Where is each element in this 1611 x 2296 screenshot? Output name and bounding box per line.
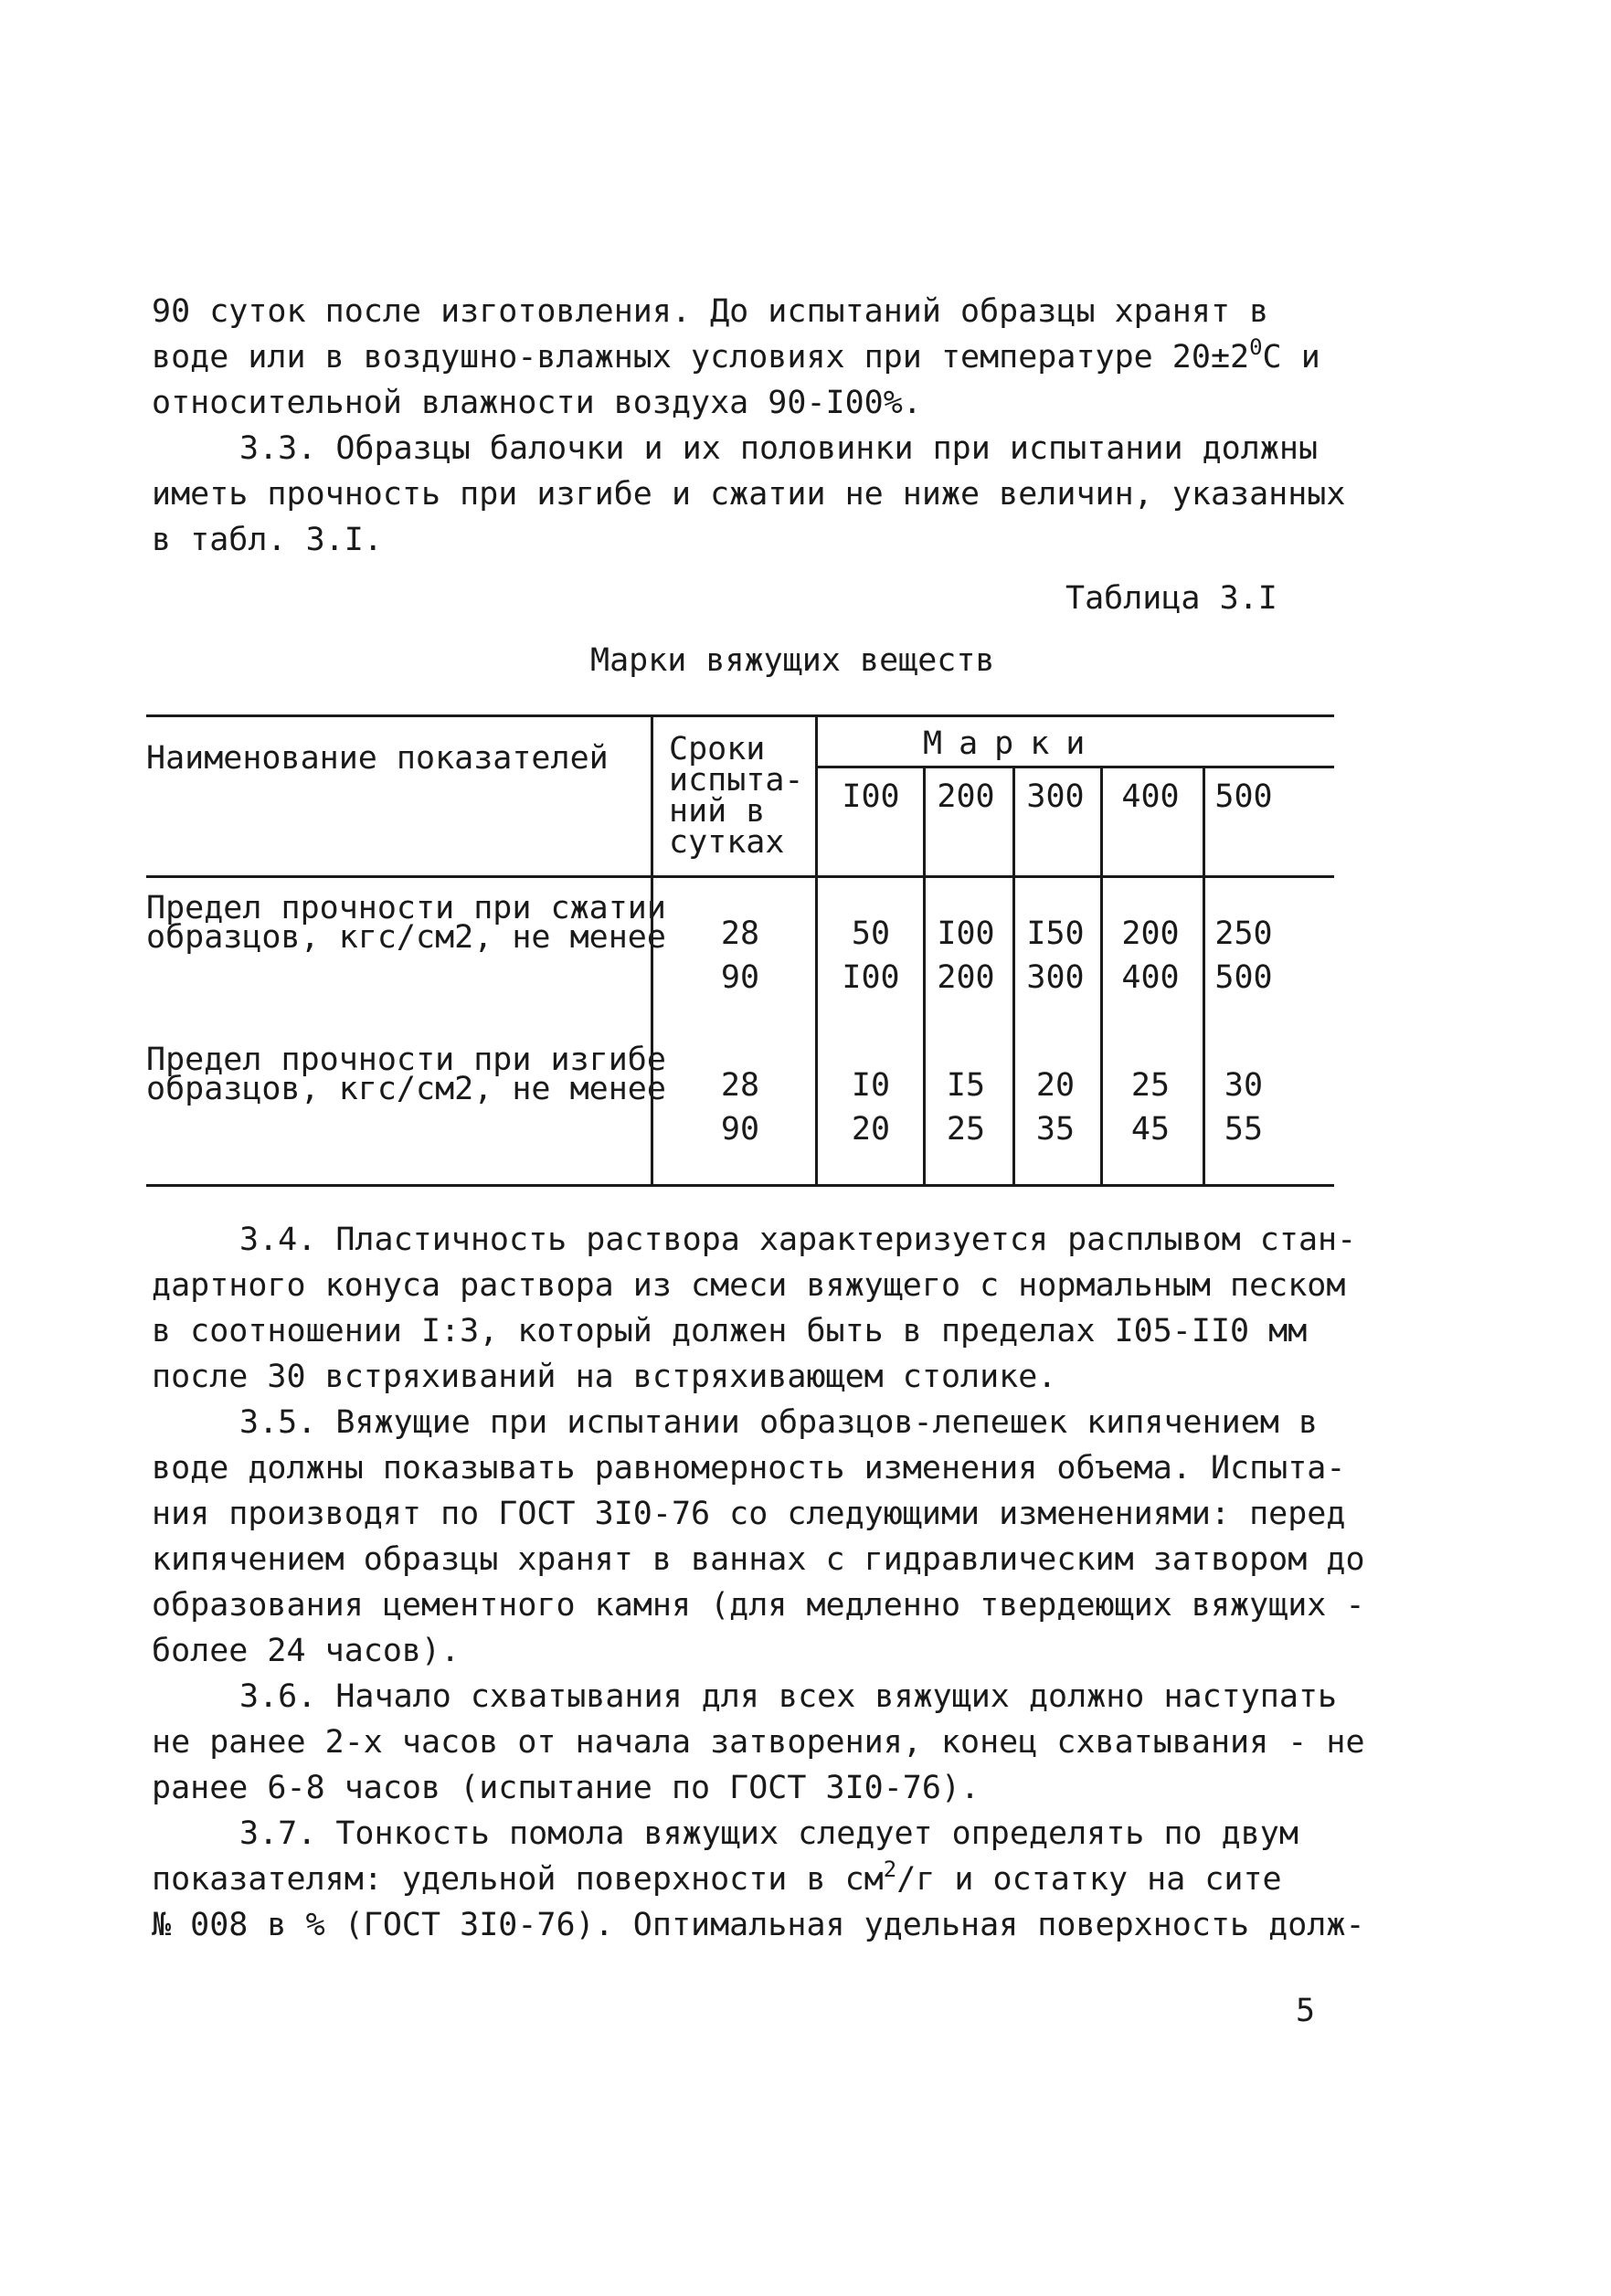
square-superscript: 2 — [883, 1857, 897, 1882]
p37-line-3: № 008 в % (ГОСТ 3I0-76). Оптимальная удельная поверхность долж- — [152, 1907, 1365, 1943]
cell: 20 — [851, 1111, 891, 1148]
col-divider-400 — [1100, 766, 1103, 1184]
p34-line-2: дартного конуса раствора из смеси вяжущего с нормальным песком — [152, 1267, 1346, 1304]
row-bending-label-1: Предел прочности при изгибе — [146, 1042, 666, 1078]
header-bottom-rule — [146, 875, 1334, 878]
cell: 35 — [1035, 1111, 1076, 1148]
p35-line-3: ния производят по ГОСТ 3I0-76 со следующими изменениями: перед — [152, 1496, 1346, 1532]
p35-line-4: кипячением образцы хранят в ваннах с гидравлическим затвором до — [152, 1541, 1365, 1578]
grade-200: 200 — [937, 778, 995, 815]
p34-line-1: 3.4. Пластичность раствора характеризуется расплывом стан- — [239, 1222, 1357, 1258]
grades-table — [146, 714, 1334, 1190]
p34-line-4: после 30 встряхиваний на встряхивающем столике. — [152, 1359, 1057, 1395]
p36-line-2: не ранее 2-х часов от начала затворения, конец схватывания - не — [152, 1724, 1365, 1761]
cell: 25 — [946, 1111, 986, 1148]
cell: 25 — [1130, 1067, 1171, 1104]
cell: 300 — [1026, 959, 1085, 996]
grade-100: I00 — [842, 778, 900, 815]
col-divider-grades — [815, 714, 818, 1184]
cell: I50 — [1026, 915, 1085, 952]
table-title: Таблица 3.I — [1065, 580, 1277, 617]
cell: I00 — [842, 959, 900, 996]
row-compression-label-2: образцов, кгс/см2, не менее — [146, 919, 666, 956]
cell: 250 — [1214, 915, 1273, 952]
header-grades: Марки — [923, 725, 1102, 762]
row-compression-term-28: 28 — [720, 915, 760, 952]
p33-line-2: иметь прочность при изгибе и сжатии не ниже величин, указанных — [152, 476, 1346, 513]
table-bottom-rule — [146, 1184, 1334, 1187]
header-terms-4: сутках — [669, 824, 785, 861]
p37-line-2 — [152, 1858, 1282, 1900]
p36-line-3: ранее 6-8 часов (испытание по ГОСТ 3I0-76). — [152, 1770, 980, 1806]
row-compression-label-1: Предел прочности при сжатии — [146, 890, 666, 926]
intro-line-3: относительной влажности воздуха 90-I00%. — [152, 385, 922, 421]
row-bending-term-90: 90 — [720, 1111, 760, 1148]
table-top-rule — [146, 714, 1334, 717]
intro-line-1: 90 суток после изготовления. До испытаний образцы хранят в — [152, 293, 1269, 330]
p35-line-1: 3.5. Вяжущие при испытании образцов-лепешек кипячением в — [239, 1404, 1319, 1441]
cell: I00 — [937, 915, 995, 952]
cell: 500 — [1214, 959, 1273, 996]
grade-500: 500 — [1214, 778, 1273, 815]
p37-line-2-tail: /г и остатку на сите — [896, 1861, 1282, 1898]
p35-line-2: воде должны показывать равномерность изменения объема. Испыта- — [152, 1450, 1346, 1487]
cell: 45 — [1130, 1111, 1171, 1148]
table-subtitle: Марки вяжущих веществ — [590, 642, 995, 679]
grade-300: 300 — [1026, 778, 1085, 815]
p35-line-6: более 24 часов). — [152, 1633, 461, 1669]
grades-header-rule — [816, 766, 1334, 768]
p35-line-5: образования цементного камня (для медленно твердеющих вяжущих - — [152, 1587, 1365, 1624]
cell: 50 — [851, 915, 891, 952]
header-terms-2: испыта- — [669, 762, 804, 799]
grade-400: 400 — [1121, 778, 1180, 815]
cell: 200 — [937, 959, 995, 996]
p37-line-2-text: показателям: удельной поверхности в см — [152, 1861, 884, 1898]
degree-superscript: 0 — [1249, 334, 1263, 360]
p33-line-1: 3.3. Образцы балочки и их половинки при испытании должны — [239, 430, 1319, 467]
cell: 30 — [1224, 1067, 1264, 1104]
cell: 200 — [1121, 915, 1180, 952]
p37-line-1: 3.7. Тонкость помола вяжущих следует определять по двум — [239, 1815, 1298, 1852]
p34-line-3: в соотношении I:3, который должен быть в пределах I05-II0 мм — [152, 1313, 1308, 1349]
header-terms-1: Сроки — [669, 731, 766, 767]
header-terms-3: ний в — [669, 793, 766, 830]
row-compression-term-90: 90 — [720, 959, 760, 996]
row-bending-label-2: образцов, кгс/см2, не менее — [146, 1071, 666, 1107]
row-bending-term-28: 28 — [720, 1067, 760, 1104]
page-number: 5 — [1296, 1993, 1316, 2029]
intro-line-2 — [152, 336, 1320, 378]
p36-line-1: 3.6. Начало схватывания для всех вяжущих должно наступать — [239, 1678, 1338, 1715]
cell: 55 — [1224, 1111, 1264, 1148]
cell: 20 — [1035, 1067, 1076, 1104]
cell: 400 — [1121, 959, 1180, 996]
cell: I5 — [946, 1067, 986, 1104]
cell: I0 — [851, 1067, 891, 1104]
intro-line-2-text: воде или в воздушно-влажных условиях при температуре 20±2 — [152, 339, 1250, 376]
p33-line-3: в табл. 3.I. — [152, 522, 383, 558]
header-indicator-name: Наименование показателей — [146, 740, 609, 777]
intro-line-2-tail: С и — [1262, 339, 1320, 376]
